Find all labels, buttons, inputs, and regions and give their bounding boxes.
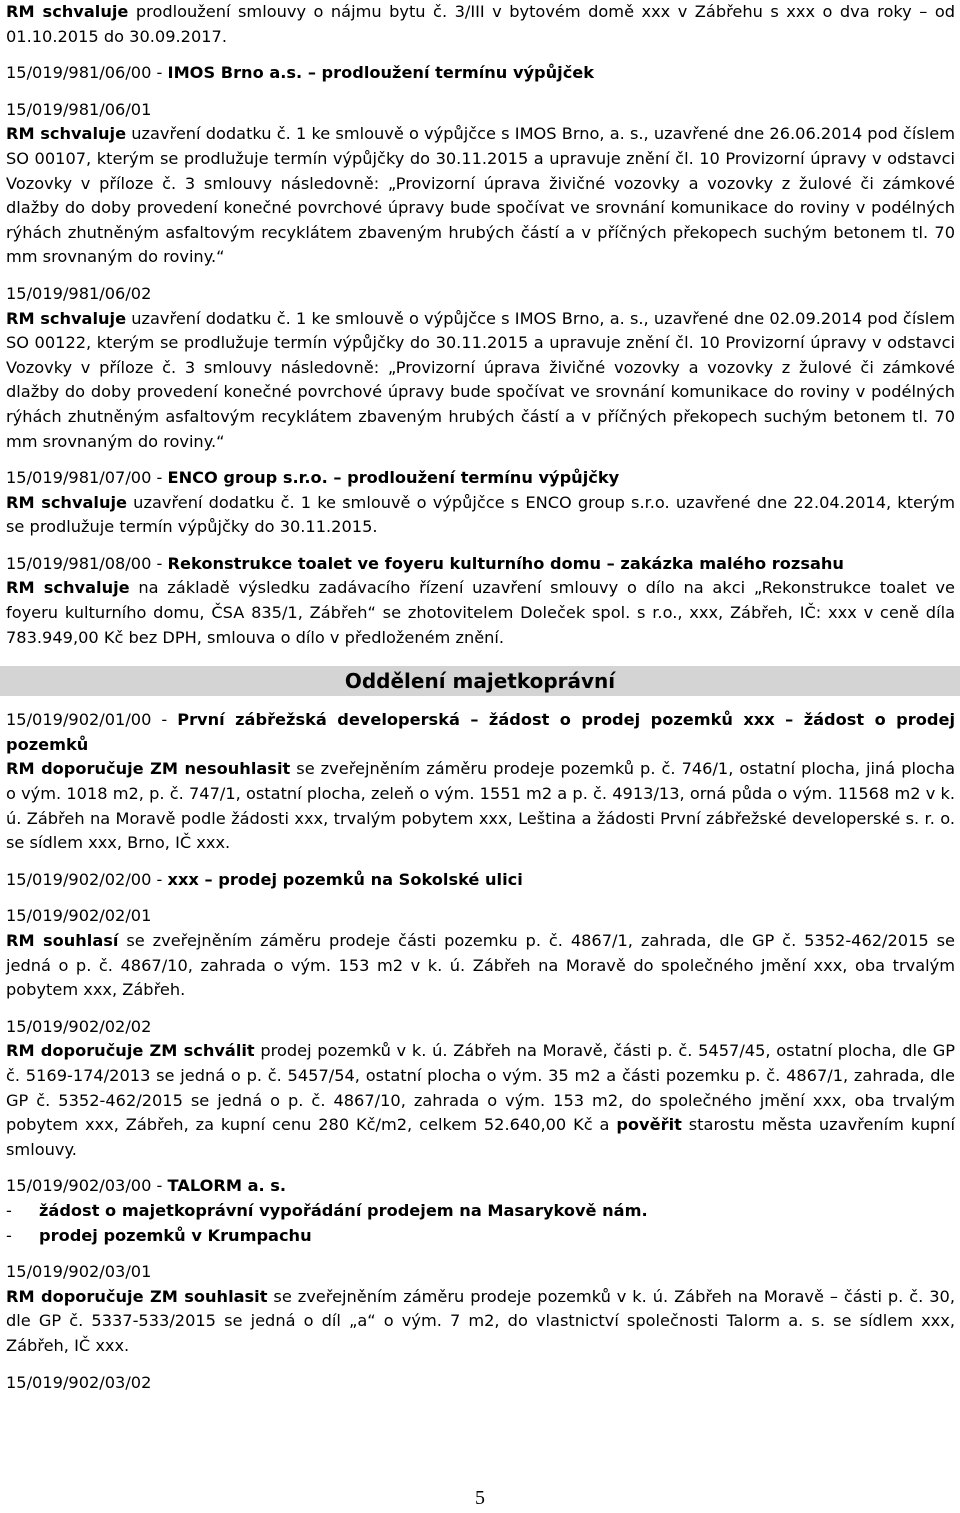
item-heading: 15/019/981/06/00 - IMOS Brno a.s. – prodloužení termínu výpůjček: [6, 63, 595, 83]
resolution-text: RM doporučuje ZM souhlasit se zveřejněním záměru prodeje pozemků v k. ú. Zábřeh na Moravě – části p. č. 30, dle GP č. 5337-533/2015 se jedná o díl „a“ o vým. 7 m2, do vlastnictví společnosti Talorm a. s. se sídlem xxx, Zábřeh, IČ xxx.: [6, 1286, 955, 1355]
resolution-text: RM schvaluje na základě výsledku zadávacího řízení uzavření smlouvy o dílo na akci „Rekonstrukce toalet ve foyeru kulturního domu, ČSA 835/1, Zábřeh“ se zhotovitelem Doleček spol. s r.o., xxx, Zábřeh, IČ: xxx v ceně díla 783.949,00 Kč bez DPH, smlouva o dílo v předloženém znění.: [6, 578, 955, 647]
document-page: [6, 0, 955, 1395]
sub-item-number: 15/019/902/03/01: [6, 1262, 152, 1282]
section-heading: Oddělení majetkoprávní: [0, 666, 960, 696]
item-heading: 15/019/902/01/00 - První zábřežská developerská – žádost o prodej pozemků xxx – žádost o prodej pozemků: [6, 710, 955, 754]
sub-item-number: 15/019/902/03/02: [6, 1372, 152, 1392]
resolution-text: RM doporučuje ZM schválit prodej pozemků v k. ú. Zábřeh na Moravě, části p. č. 5457/45, ostatní plocha, dle GP č. 5169-174/2013 se jedná o p. č. 5457/54, ostatní plocha o vým. 35 m2 a části pozemku p. č. 4867/1, zahrada, dle GP č. 5352-462/2015 se jedná o p. č. 4867/10, zahrada o vým. 153 m2, do společného jmění xxx, oba trvalým pobytem xxx, Zábřeh, za kupní cenu 280 Kč/m2, celkem 52.640,00 Kč a pověřit starostu města uzavřením kupní smlouvy.: [6, 1041, 956, 1159]
item-heading: 15/019/902/02/00 - xxx – prodej pozemků na Sokolské ulici: [6, 869, 523, 889]
resolution-text: RM souhlasí se zveřejněním záměru prodeje části pozemku p. č. 4867/1, zahrada, dle GP č. 5352-462/2015 se jedná o p. č. 4867/10, zahrada o vým. 153 m2 v k. ú. Zábřeh na Moravě do společného jmění xxx, oba trvalým pobytem xxx, Zábřeh.: [6, 931, 956, 1000]
list-item: - žádost o majetkoprávní vypořádání prodejem na Masarykově nám.: [6, 1199, 955, 1224]
resolution-text: RM schvaluje uzavření dodatku č. 1 ke smlouvě o výpůjčce s ENCO group s.r.o. uzavřené dne 22.04.2014, kterým se prodlužuje termín výpůjčky do 30.11.2015.: [6, 492, 955, 537]
resolution-text: RM schvaluje uzavření dodatku č. 1 ke smlouvě o výpůjčce s IMOS Brno, a. s., uzavřené dne 26.06.2014 pod číslem SO 00107, kterým se prodlužuje termín výpůjčky do 30.11.2015 a upravuje znění čl. 10 Provizorní úpravy v odstavci Vozovky v příloze č. 3 smlouvy následovně: „Provizorní úprava živičné vozovky a vozovky z žulové či zámkové dlažby do doby provedení konečné povrchové úpravy bude spočívat ve srovnání komunikace do roviny v podélných rýhách zhutněným asfaltovým recyklátem zbaveným hrubých částí a v příčných překopech suchým betonem tl. 70 mm srovnaným do roviny.“: [6, 124, 955, 267]
item-heading: 15/019/902/03/00 - TALORM a. s.: [6, 1176, 287, 1196]
resolution-text: RM schvaluje uzavření dodatku č. 1 ke smlouvě o výpůjčce s IMOS Brno, a. s., uzavřené dne 02.09.2014 pod číslem SO 00122, kterým se prodlužuje termín výpůjčky do 30.11.2015 a upravuje znění čl. 10 Provizorní úpravy v odstavci Vozovky v příloze č. 3 smlouvy následovně: „Provizorní úprava živičné vozovky a vozovky z žulové či zámkové dlažby do doby provedení konečné povrchové úpravy bude spočívat ve srovnání komunikace do roviny v podélných rýhách zhutněným asfaltovým recyklátem zbaveným hrubých částí a v příčných překopech suchým betonem tl. 70 mm srovnaným do roviny.“: [6, 308, 955, 451]
item-heading: 15/019/981/08/00 - Rekonstrukce toalet ve foyeru kulturního domu – zakázka malého rozsahu: [6, 553, 844, 573]
sub-item-number: 15/019/981/06/02: [6, 283, 152, 303]
page-number: 5: [475, 1487, 485, 1509]
sub-item-number: 15/019/902/02/02: [6, 1016, 152, 1036]
sub-item-number: 15/019/902/02/01: [6, 906, 152, 926]
list-item: - prodej pozemků v Krumpachu: [6, 1224, 955, 1249]
sub-item-number: 15/019/981/06/01: [6, 99, 152, 119]
resolution-text: RM doporučuje ZM nesouhlasit se zveřejněním záměru prodeje pozemků p. č. 746/1, ostatní plocha, jiná plocha o vým. 1018 m2, p. č. 747/1, ostatní plocha, zeleň o vým. 1551 m2 a p. č. 4913/13, orná půda o vým. 11568 m2 v k. ú. Zábřeh na Moravě podle žádosti xxx, trvalým pobytem xxx, Leština a žádosti První zábřežské developerské s. r. o. se sídlem xxx, Brno, IČ xxx.: [6, 759, 955, 853]
resolution-text: RM schvaluje prodloužení smlouvy o nájmu bytu č. 3/III v bytovém domě xxx v Zábřehu s xxx o dva roky – od 01.10.2015 do 30.09.2017.: [6, 2, 955, 46]
item-heading: 15/019/981/07/00 - ENCO group s.r.o. – prodloužení termínu výpůjčky: [6, 468, 620, 488]
dash-list: [6, 1199, 955, 1248]
